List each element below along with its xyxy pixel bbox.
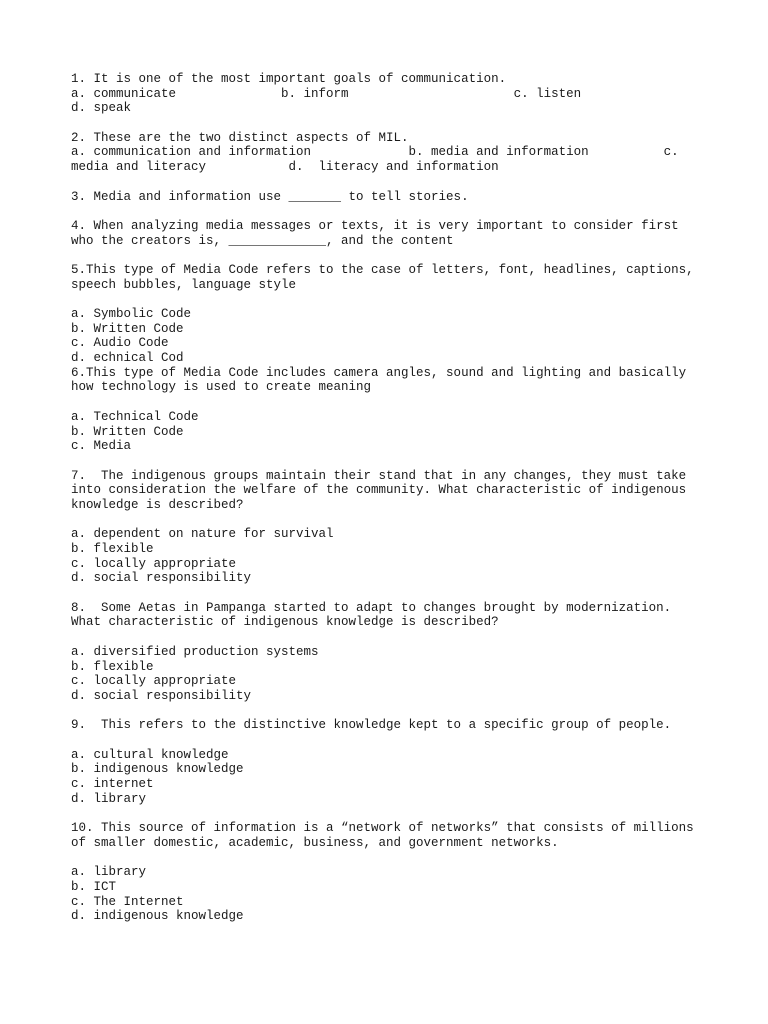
option-line: a. communicate b. inform c. listen: [71, 86, 582, 101]
question-6: [71, 366, 711, 454]
option: c. Audio Code: [71, 336, 169, 351]
quiz-document: [71, 72, 711, 924]
question-stem: 1. It is one of the most important goals of communication.: [71, 72, 507, 86]
question-stem-line: 9. This refers to the distinctive knowledge kept to a specific group of people.: [71, 718, 672, 733]
option: a. Technical Code: [71, 409, 199, 424]
question-stem-line: What characteristic of indigenous knowledge is described?: [71, 615, 499, 630]
option: c. Media: [71, 439, 132, 454]
question-stem-line: 10. This source of information is a “network of networks” that consists of millions: [71, 821, 694, 836]
option: c. locally appropriate: [71, 674, 237, 689]
question-3: [71, 190, 711, 205]
question-8: [71, 601, 711, 704]
question-5: [71, 263, 711, 366]
option: a. diversified production systems: [71, 644, 319, 659]
option: a. cultural knowledge: [71, 747, 229, 762]
question-stem-line: knowledge is described?: [71, 497, 244, 512]
question-stem: 3. Media and information use _______ to tell stories.: [71, 189, 469, 204]
option: b. Written Code: [71, 424, 184, 439]
question-7: [71, 469, 711, 587]
option: b. indigenous knowledge: [71, 762, 244, 777]
option: b. ICT: [71, 879, 117, 894]
option: b. flexible: [71, 542, 154, 556]
question-stem-line: into consideration the welfare of the community. What characteristic of indigenous: [71, 483, 687, 498]
option: b. flexible: [71, 659, 154, 674]
question-stem-line: 8. Some Aetas in Pampanga started to adapt to changes brought by modernization.: [71, 600, 672, 615]
option: d. indigenous knowledge: [71, 909, 244, 924]
option: b. Written Code: [71, 321, 184, 336]
option: c. locally appropriate: [71, 556, 237, 571]
question-stem: 2. These are the two distinct aspects of MIL.: [71, 130, 409, 145]
option: a. Symbolic Code: [71, 307, 192, 321]
option-line: d. speak: [71, 101, 132, 116]
option: d. social responsibility: [71, 571, 252, 586]
question-9: [71, 718, 711, 806]
question-10: [71, 821, 711, 924]
option-line: media and literacy d. literacy and information: [71, 160, 499, 175]
option: d. echnical Cod: [71, 351, 184, 366]
option: d. social responsibility: [71, 688, 252, 703]
option: c. internet: [71, 777, 154, 791]
question-stem-line: speech bubbles, language style: [71, 277, 297, 292]
question-4: [71, 219, 711, 248]
option-line: a. communication and information b. media and information c.: [71, 145, 679, 160]
question-stem-line: who the creators is, _____________, and the content: [71, 233, 454, 248]
option: a. dependent on nature for survival: [71, 527, 334, 542]
option: a. library: [71, 865, 147, 880]
question-stem-line: of smaller domestic, academic, business, and government networks.: [71, 835, 559, 850]
question-stem-line: 6.This type of Media Code includes camera angles, sound and lighting and basically: [71, 365, 687, 380]
question-stem-line: 7. The indigenous groups maintain their stand that in any changes, they must take: [71, 468, 687, 483]
question-stem-line: 4. When analyzing media messages or texts, it is very important to consider first: [71, 218, 679, 233]
question-stem-line: 5.This type of Media Code refers to the case of letters, font, headlines, captions,: [71, 262, 694, 277]
question-2: [71, 131, 711, 175]
question-1: [71, 72, 711, 116]
option: d. library: [71, 791, 147, 806]
question-stem-line: how technology is used to create meaning: [71, 380, 372, 395]
option: c. The Internet: [71, 894, 184, 909]
